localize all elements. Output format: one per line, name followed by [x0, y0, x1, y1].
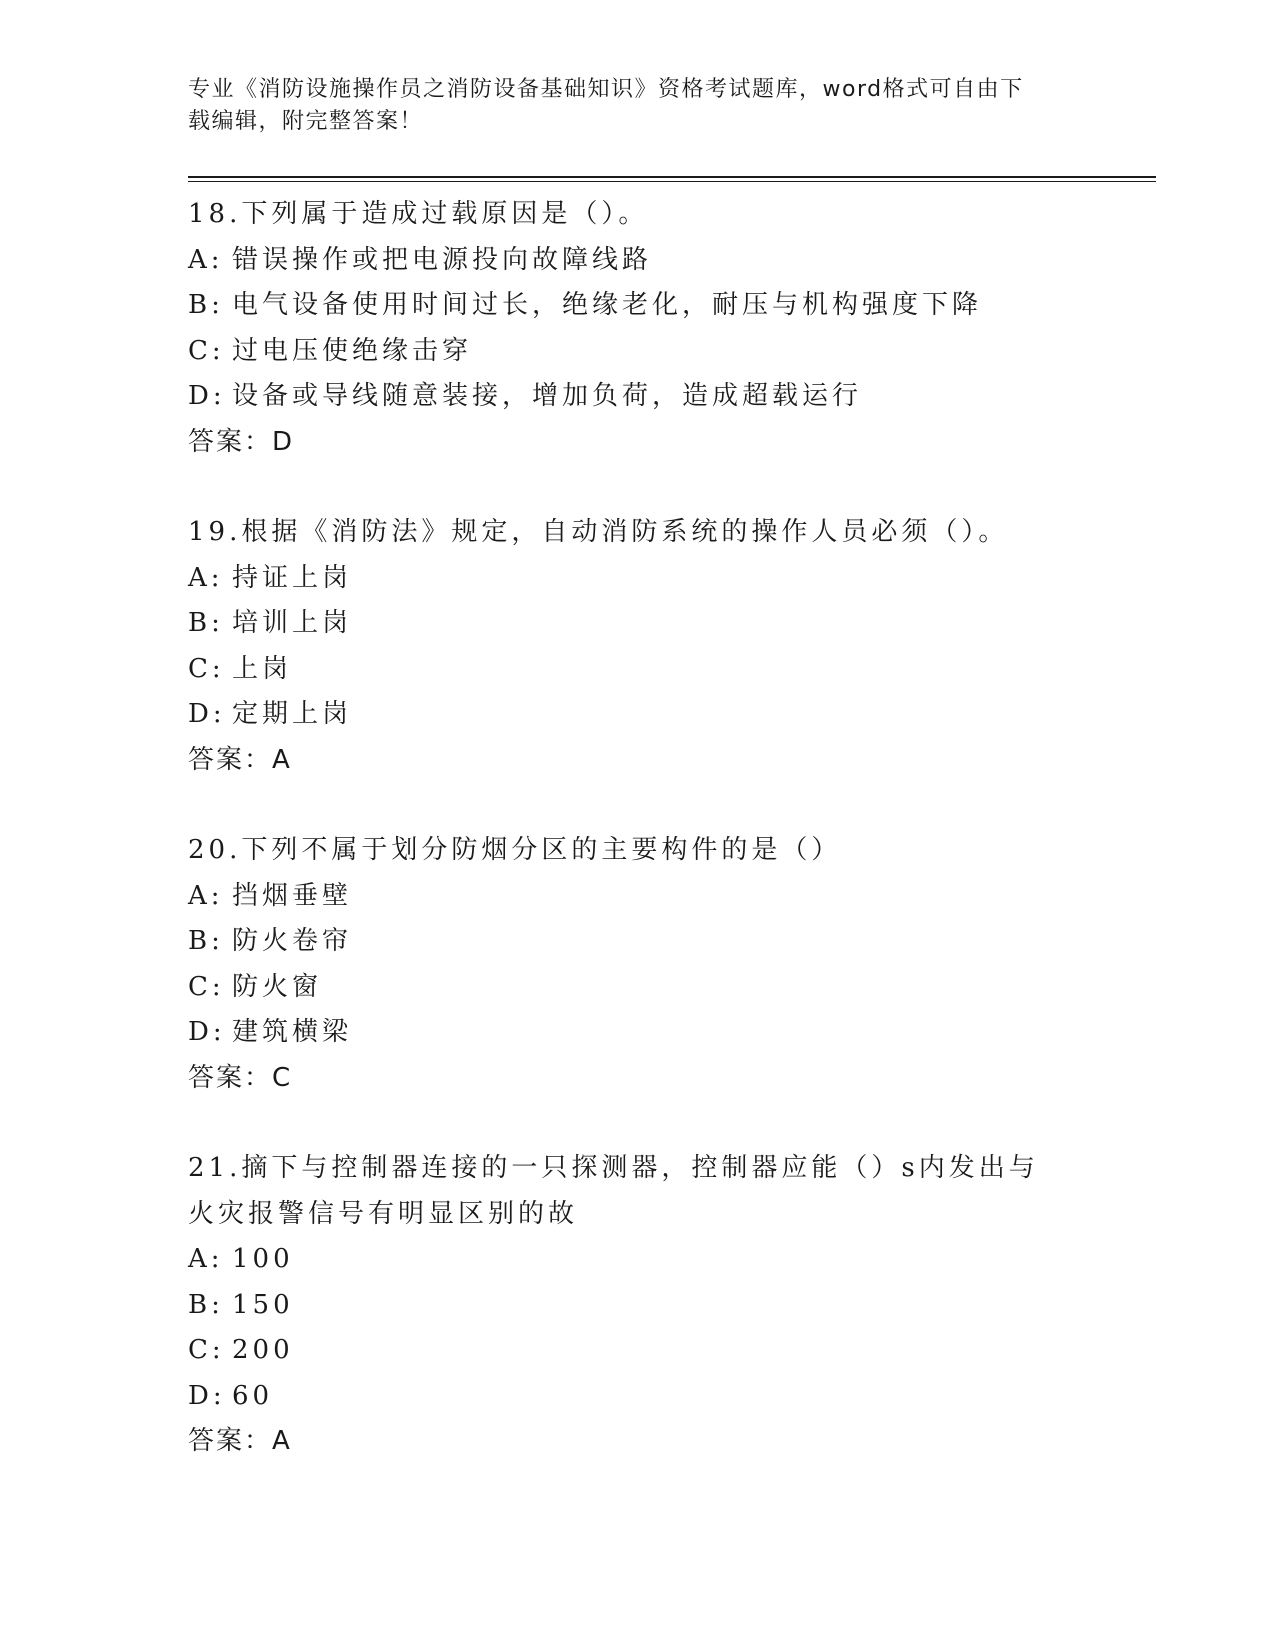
option-c — [188, 647, 1088, 693]
option-text: 防火窗 — [232, 971, 323, 1002]
option-text: 持证上岗 — [232, 562, 353, 593]
option-b — [188, 283, 1088, 329]
option-text: 建筑横梁 — [232, 1017, 353, 1047]
option-text: 挡烟垂壁 — [232, 880, 353, 911]
header-line-1: 专业《消防设施操作员之消防设备基础知识》资格考试题库，word格式可自由下 — [188, 77, 1024, 102]
option-letter: C: — [188, 335, 225, 366]
option-c — [188, 965, 1088, 1011]
question-21 — [188, 1146, 1088, 1465]
option-text: 定期上岗 — [232, 699, 353, 729]
question-stem: 19.根据《消防法》规定，自动消防系统的操作人员必须（）。 — [188, 517, 1009, 547]
question-20 — [188, 828, 1088, 1101]
option-text: 上岗 — [232, 653, 293, 684]
document-header — [188, 74, 1088, 138]
option-d — [188, 692, 1088, 738]
option-letter: D: — [188, 1380, 226, 1411]
option-letter: D: — [188, 381, 226, 411]
answer-line: 答案：C — [188, 1062, 293, 1093]
option-c — [188, 329, 1088, 375]
option-text: 电气设备使用时间过长，绝缘老化，耐压与机构强度下降 — [232, 290, 983, 320]
option-c — [188, 1328, 1088, 1374]
option-letter: A: — [188, 562, 224, 593]
option-a — [188, 556, 1088, 602]
answer-line: 答案：A — [188, 1426, 292, 1456]
option-letter: D: — [188, 699, 226, 729]
option-text: 过电压使绝缘击穿 — [232, 335, 473, 366]
option-d — [188, 374, 1088, 420]
option-letter: C: — [188, 971, 225, 1002]
option-d — [188, 1010, 1088, 1056]
option-a — [188, 874, 1088, 920]
option-letter: D: — [188, 1017, 226, 1047]
header-line-2: 载编辑，附完整答案！ — [188, 109, 424, 134]
option-b — [188, 1283, 1088, 1329]
option-letter: A: — [188, 880, 224, 911]
question-stem: 21.摘下与控制器连接的一只探测器，控制器应能（）s内发出与火灾报警信号有明显区别的故 — [188, 1153, 1039, 1229]
option-text: 150 — [232, 1289, 294, 1320]
option-text: 错误操作或把电源投向故障线路 — [232, 244, 653, 275]
option-b — [188, 919, 1088, 965]
option-letter: C: — [188, 653, 225, 684]
option-text: 200 — [232, 1335, 294, 1365]
question-18 — [188, 192, 1088, 465]
option-letter: B: — [188, 290, 224, 320]
question-stem: 20.下列不属于划分防烟分区的主要构件的是（） — [188, 835, 842, 865]
option-letter: B: — [188, 1289, 224, 1320]
option-letter: A: — [188, 1244, 224, 1274]
header-divider — [188, 176, 1156, 182]
option-b — [188, 601, 1088, 647]
option-text: 60 — [232, 1380, 274, 1411]
question-19 — [188, 510, 1088, 783]
option-d — [188, 1374, 1088, 1420]
option-letter: A: — [188, 244, 224, 275]
option-a — [188, 1237, 1088, 1283]
question-stem: 18.下列属于造成过载原因是（）。 — [188, 199, 649, 229]
question-list — [188, 192, 1088, 1510]
option-text: 培训上岗 — [232, 608, 353, 638]
option-letter: B: — [188, 926, 224, 956]
option-a — [188, 238, 1088, 284]
option-letter: B: — [188, 608, 224, 638]
option-text: 设备或导线随意装接，增加负荷，造成超载运行 — [232, 381, 863, 411]
option-letter: C: — [188, 1335, 225, 1365]
answer-line: 答案：D — [188, 426, 295, 457]
option-text: 100 — [232, 1244, 294, 1274]
option-text: 防火卷帘 — [232, 926, 353, 956]
answer-line: 答案：A — [188, 744, 292, 775]
